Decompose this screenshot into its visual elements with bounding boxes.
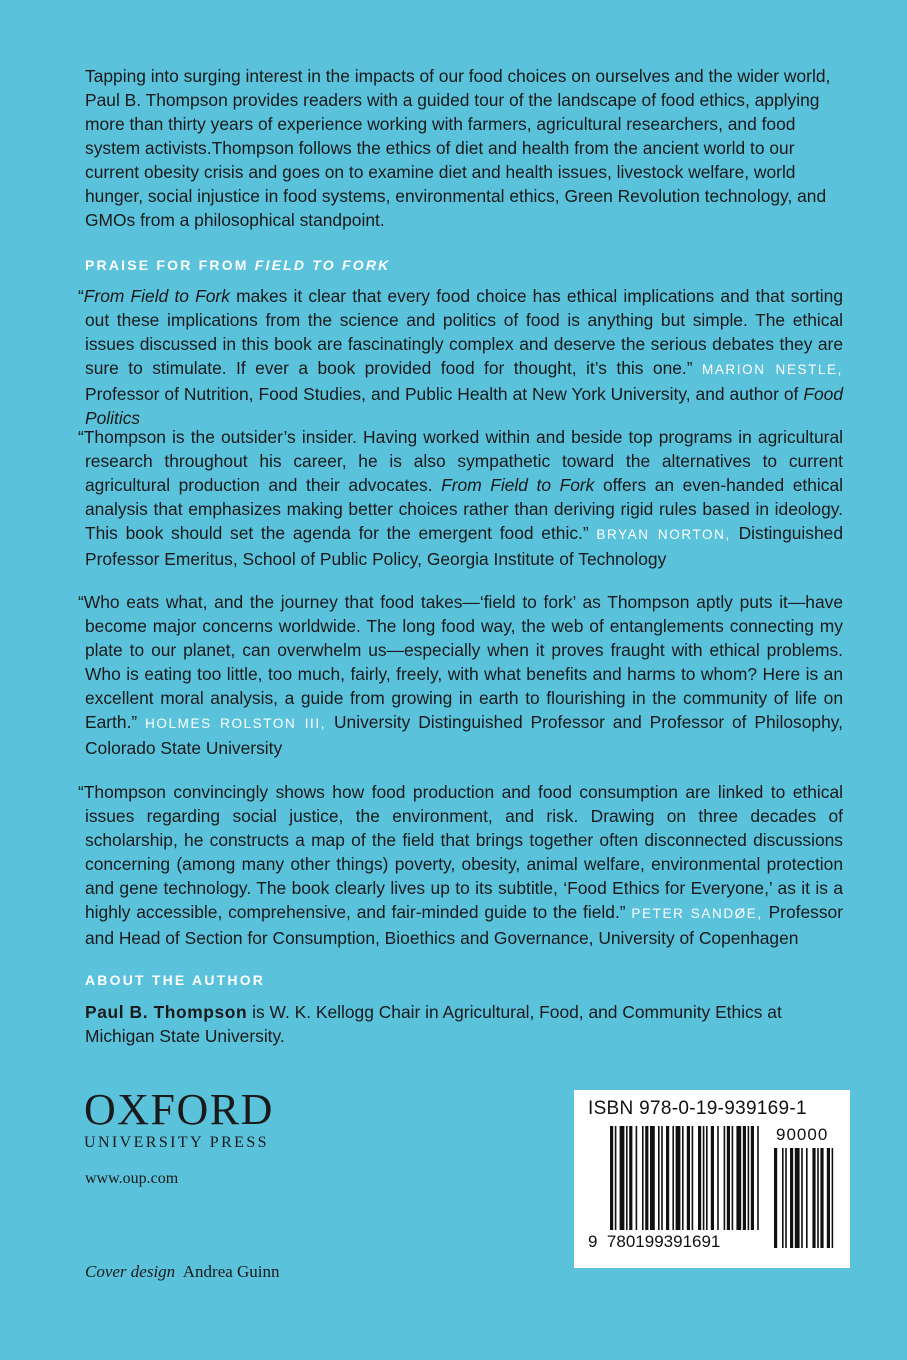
author-bio (85, 1000, 845, 1048)
barcode-bar (692, 1126, 694, 1230)
barcode-addon-bar (774, 1148, 777, 1248)
barcode-addon-bar (801, 1148, 803, 1248)
cover-design-credit (85, 1262, 280, 1282)
barcode-addon-bar (795, 1148, 800, 1248)
quote-text-continued: offers an even-handed ethical analysis that emphasizes making better choices rather than deriving rigid rules based in ideology. This book should set the agenda for the emergent food ethic.” (85, 475, 844, 543)
ean-left-group: 780199 (606, 1232, 664, 1251)
barcode-bar (703, 1126, 705, 1230)
praise-quote-rolston (78, 590, 843, 760)
barcode-bar (687, 1126, 690, 1230)
oxford-logo-main: OXFORD (84, 1085, 274, 1134)
barcode-bar (743, 1126, 746, 1230)
barcode-bar (706, 1126, 708, 1230)
book-description: Tapping into surging interest in the impacts of our food choices on ourselves and the wider world, Paul B. Thompson provides readers with a guided tour of the landscape of food ethics, applying more than thirty years of experience working with farmers, agricultural researchers, and food system activists.Thompson follows the ethics of diet and health from the ancient world to our current obesity crisis and goes on to examine diet and health issues, livestock welfare, world hunger, social injustice in food systems, environmental ethics, Green Revolution technology, and GMOs from a philosophical standpoint. (85, 66, 831, 230)
endorser-name: MARION NESTLE, (701, 362, 843, 377)
quote-book-title: From Field to Fork (83, 286, 230, 306)
praise-heading-prefix: PRAISE FOR FROM (85, 257, 255, 273)
praise-heading (85, 257, 390, 273)
quote-text: Thompson is the outsider’s insider. Having worked within and beside top programs in agricultural research throughout his career, he is also sympathetic toward the alternatives to current agricultural production and their advocates. (83, 427, 843, 495)
barcode-bar (757, 1126, 759, 1230)
barcode-addon-bar (812, 1148, 815, 1248)
about-author-heading: ABOUT THE AUTHOR (85, 972, 266, 988)
author-name: Paul B. Thompson (85, 1002, 248, 1022)
quote-text: Thompson convincingly shows how food production and food consumption are linked to ethical issues regarding social justice, the environment, and risk. Drawing on three decades of scholarship, he constructs a map of the field that brings together often disconnected discussions concerning (among many other things) poverty, obesity, animal welfare, environmental protection and gene technology. The book clearly lives up to its subtitle, ‘Food Ethics for Everyone,’ as it is a highly accessible, comprehensive, and fair-minded guide to the field.” (83, 782, 843, 922)
barcode-bar (732, 1126, 734, 1230)
barcode-bar (645, 1126, 648, 1230)
barcode-addon-bar (827, 1148, 830, 1248)
barcode-bar (676, 1126, 681, 1230)
endorser-name: PETER SANDØE, (631, 906, 763, 921)
quote-text: makes it clear that every food choice has ethical implications and that sorting out these implications from the science and politics of food is anything but simple. The ethical issues discussed in this book are fascinatingly complex and deserve the serious debates they are sure to stimulate. If ever a book provided food for thought, it’s this one.” (85, 286, 844, 378)
barcode-bar (661, 1126, 663, 1230)
barcode-bar (666, 1126, 669, 1230)
isbn-label: ISBN 978-0-19-939169-1 (588, 1098, 807, 1119)
barcode-bar (751, 1126, 754, 1230)
barcode-bar (748, 1126, 750, 1230)
barcode-bar (717, 1126, 719, 1230)
endorser-name: BRYAN NORTON, (596, 527, 731, 542)
barcode-bar (682, 1126, 684, 1230)
barcode-bar (629, 1126, 632, 1230)
ean-right-group: 391691 (663, 1232, 721, 1251)
barcode-bar (636, 1126, 638, 1230)
open-quote: “ (78, 427, 84, 447)
barcode-bar (642, 1126, 644, 1230)
praise-quote-sandoe (78, 780, 843, 950)
oxford-logo-sub: UNIVERSITY PRESS (84, 1134, 269, 1151)
open-quote: “ (78, 782, 84, 802)
barcode-bar (711, 1126, 714, 1230)
barcode-bar (610, 1126, 613, 1230)
designer-name: Andrea Guinn (182, 1262, 280, 1281)
quote-book-title: From Field to Fork (441, 475, 595, 495)
barcode-addon-bar (806, 1148, 808, 1248)
barcode-bar (650, 1126, 655, 1230)
barcode-addon-bar (817, 1148, 819, 1248)
barcode-bar (698, 1126, 701, 1230)
barcode-addon-bar (790, 1148, 793, 1248)
barcode-addon-digits: 90000 (776, 1125, 829, 1144)
publisher-url: www.oup.com (85, 1170, 179, 1187)
quote-text: Who eats what, and the journey that food takes—‘field to fork’ as Thompson aptly puts it—have become major concerns worldwide. The long food way, the web of entanglements connecting my plate to our planet, can overwhelm us—especially when it proves fraught with ethical problems. Who is eating too little, too much, fairly, freely, with what benefits and harms to whom? Here is an excellent moral analysis, a guide from growing in earth to flourishing in the community of life on Earth.” (83, 592, 843, 732)
barcode-addon-bar (785, 1148, 787, 1248)
open-quote: “ (78, 592, 84, 612)
isbn-barcode (574, 1090, 850, 1268)
endorser-affiliation: Professor of Nutrition, Food Studies, and Public Health at New York University, and author of (85, 384, 804, 404)
barcode-bar (736, 1126, 741, 1230)
endorser-affiliation: University Distinguished Professor and Professor of Philosophy, Colorado State University (85, 712, 843, 758)
barcode-addon-bar (782, 1148, 784, 1248)
cover-design-label: Cover design (85, 1262, 176, 1281)
praise-heading-title: FIELD TO FORK (254, 257, 391, 273)
oxford-logo (84, 1085, 274, 1152)
author-bio-text: is W. K. Kellogg Chair in Agricultural, Food, and Community Ethics at Michigan State University. (85, 1002, 782, 1046)
praise-quote-norton (78, 425, 843, 571)
endorser-name: HOLMES ROLSTON III, (145, 716, 327, 731)
barcode-bar (615, 1126, 617, 1230)
barcode-bar (626, 1126, 628, 1230)
open-quote: “ (78, 286, 84, 306)
barcode-addon-bar (820, 1148, 823, 1248)
barcode-bar (727, 1126, 730, 1230)
barcode-bar (620, 1126, 625, 1230)
ean-first-digit: 9 (588, 1232, 598, 1251)
barcode-ean-digits (588, 1232, 720, 1252)
endorser-book-title: Food Politics (85, 384, 843, 428)
endorser-affiliation: Professor and Head of Section for Consumption, Bioethics and Governance, University of Copenhagen (85, 902, 843, 948)
barcode-bar (724, 1126, 726, 1230)
barcode-bar (658, 1126, 660, 1230)
barcode-bar (672, 1126, 674, 1230)
praise-quote-nestle (78, 284, 843, 430)
barcode-addon-bar (832, 1148, 834, 1248)
endorser-affiliation: Distinguished Professor Emeritus, School of Public Policy, Georgia Institute of Technology (85, 523, 843, 569)
